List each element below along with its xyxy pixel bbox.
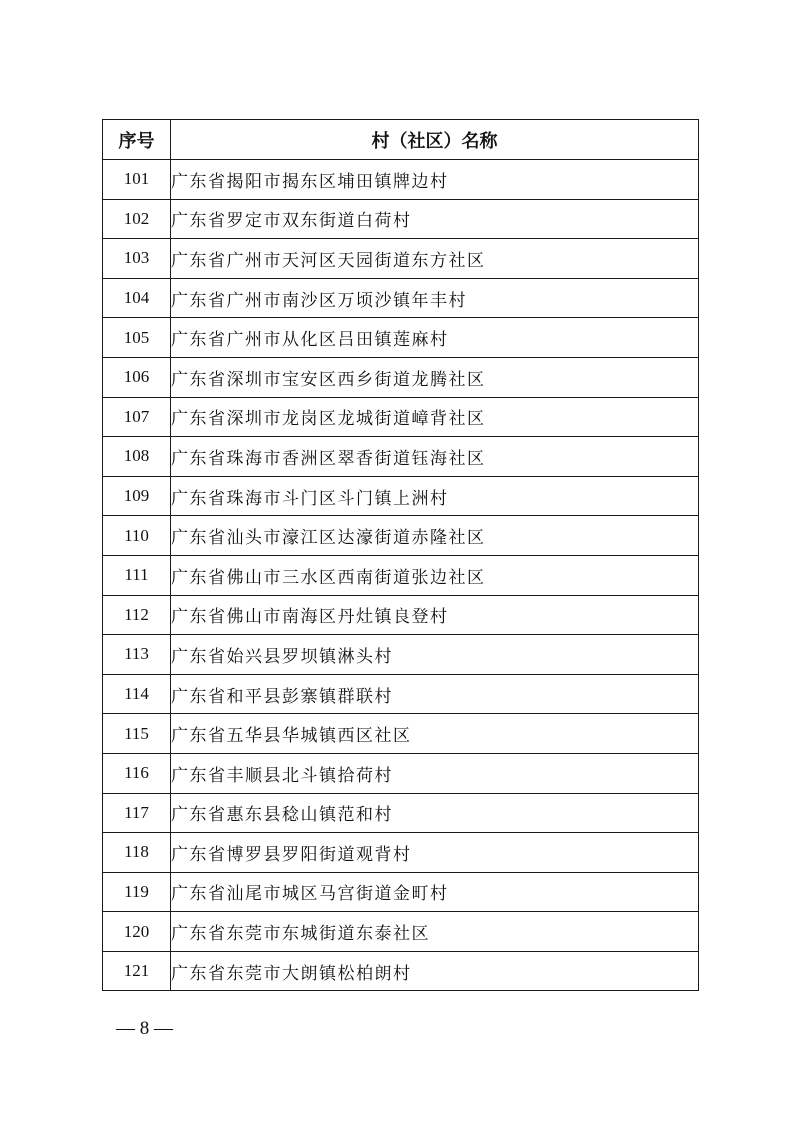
row-name: 广东省深圳市宝安区西乡街道龙腾社区 xyxy=(171,357,699,397)
table-row xyxy=(103,872,699,912)
table-row xyxy=(103,278,699,318)
row-name: 广东省广州市天河区天园街道东方社区 xyxy=(171,239,699,279)
row-name: 广东省东莞市东城街道东泰社区 xyxy=(171,912,699,952)
row-number: 103 xyxy=(103,239,171,279)
row-number: 121 xyxy=(103,951,171,991)
table-row xyxy=(103,753,699,793)
row-number: 112 xyxy=(103,595,171,635)
row-number: 114 xyxy=(103,674,171,714)
row-name: 广东省广州市南沙区万顷沙镇年丰村 xyxy=(171,278,699,318)
header-number: 序号 xyxy=(103,120,171,160)
row-name: 广东省深圳市龙岗区龙城街道嶂背社区 xyxy=(171,397,699,437)
header-name: 村（社区）名称 xyxy=(171,120,699,160)
row-name: 广东省始兴县罗坝镇淋头村 xyxy=(171,635,699,675)
row-number: 105 xyxy=(103,318,171,358)
row-name: 广东省东莞市大朗镇松柏朗村 xyxy=(171,951,699,991)
row-name: 广东省五华县华城镇西区社区 xyxy=(171,714,699,754)
row-number: 102 xyxy=(103,199,171,239)
row-number: 111 xyxy=(103,555,171,595)
table-row xyxy=(103,714,699,754)
row-number: 117 xyxy=(103,793,171,833)
table-row xyxy=(103,160,699,200)
row-name: 广东省丰顺县北斗镇拾荷村 xyxy=(171,753,699,793)
row-name: 广东省佛山市三水区西南街道张边社区 xyxy=(171,555,699,595)
row-number: 110 xyxy=(103,516,171,556)
row-number: 101 xyxy=(103,160,171,200)
row-number: 116 xyxy=(103,753,171,793)
village-list-table xyxy=(102,119,699,991)
table-row xyxy=(103,951,699,991)
row-name: 广东省珠海市香洲区翠香街道钰海社区 xyxy=(171,437,699,477)
row-name: 广东省惠东县稔山镇范和村 xyxy=(171,793,699,833)
row-number: 120 xyxy=(103,912,171,952)
row-name: 广东省汕尾市城区马宫街道金町村 xyxy=(171,872,699,912)
row-number: 109 xyxy=(103,476,171,516)
table-row xyxy=(103,833,699,873)
table-row xyxy=(103,476,699,516)
row-number: 108 xyxy=(103,437,171,477)
table-row xyxy=(103,516,699,556)
row-name: 广东省广州市从化区吕田镇莲麻村 xyxy=(171,318,699,358)
row-number: 104 xyxy=(103,278,171,318)
row-number: 118 xyxy=(103,833,171,873)
row-name: 广东省罗定市双东街道白荷村 xyxy=(171,199,699,239)
table-row xyxy=(103,674,699,714)
table-row xyxy=(103,199,699,239)
row-number: 113 xyxy=(103,635,171,675)
page-number: — 8 — xyxy=(116,1018,173,1039)
row-number: 107 xyxy=(103,397,171,437)
table-row xyxy=(103,595,699,635)
row-number: 119 xyxy=(103,872,171,912)
table-row xyxy=(103,239,699,279)
table-row xyxy=(103,357,699,397)
table-row xyxy=(103,793,699,833)
table-row xyxy=(103,555,699,595)
table-row xyxy=(103,397,699,437)
row-name: 广东省博罗县罗阳街道观背村 xyxy=(171,833,699,873)
table-header-row xyxy=(103,120,699,160)
table-row xyxy=(103,912,699,952)
table-row xyxy=(103,437,699,477)
row-name: 广东省和平县彭寨镇群联村 xyxy=(171,674,699,714)
row-number: 115 xyxy=(103,714,171,754)
table-row xyxy=(103,635,699,675)
table-row xyxy=(103,318,699,358)
row-name: 广东省汕头市濠江区达濠街道赤隆社区 xyxy=(171,516,699,556)
row-name: 广东省珠海市斗门区斗门镇上洲村 xyxy=(171,476,699,516)
row-number: 106 xyxy=(103,357,171,397)
row-name: 广东省揭阳市揭东区埔田镇牌边村 xyxy=(171,160,699,200)
row-name: 广东省佛山市南海区丹灶镇良登村 xyxy=(171,595,699,635)
